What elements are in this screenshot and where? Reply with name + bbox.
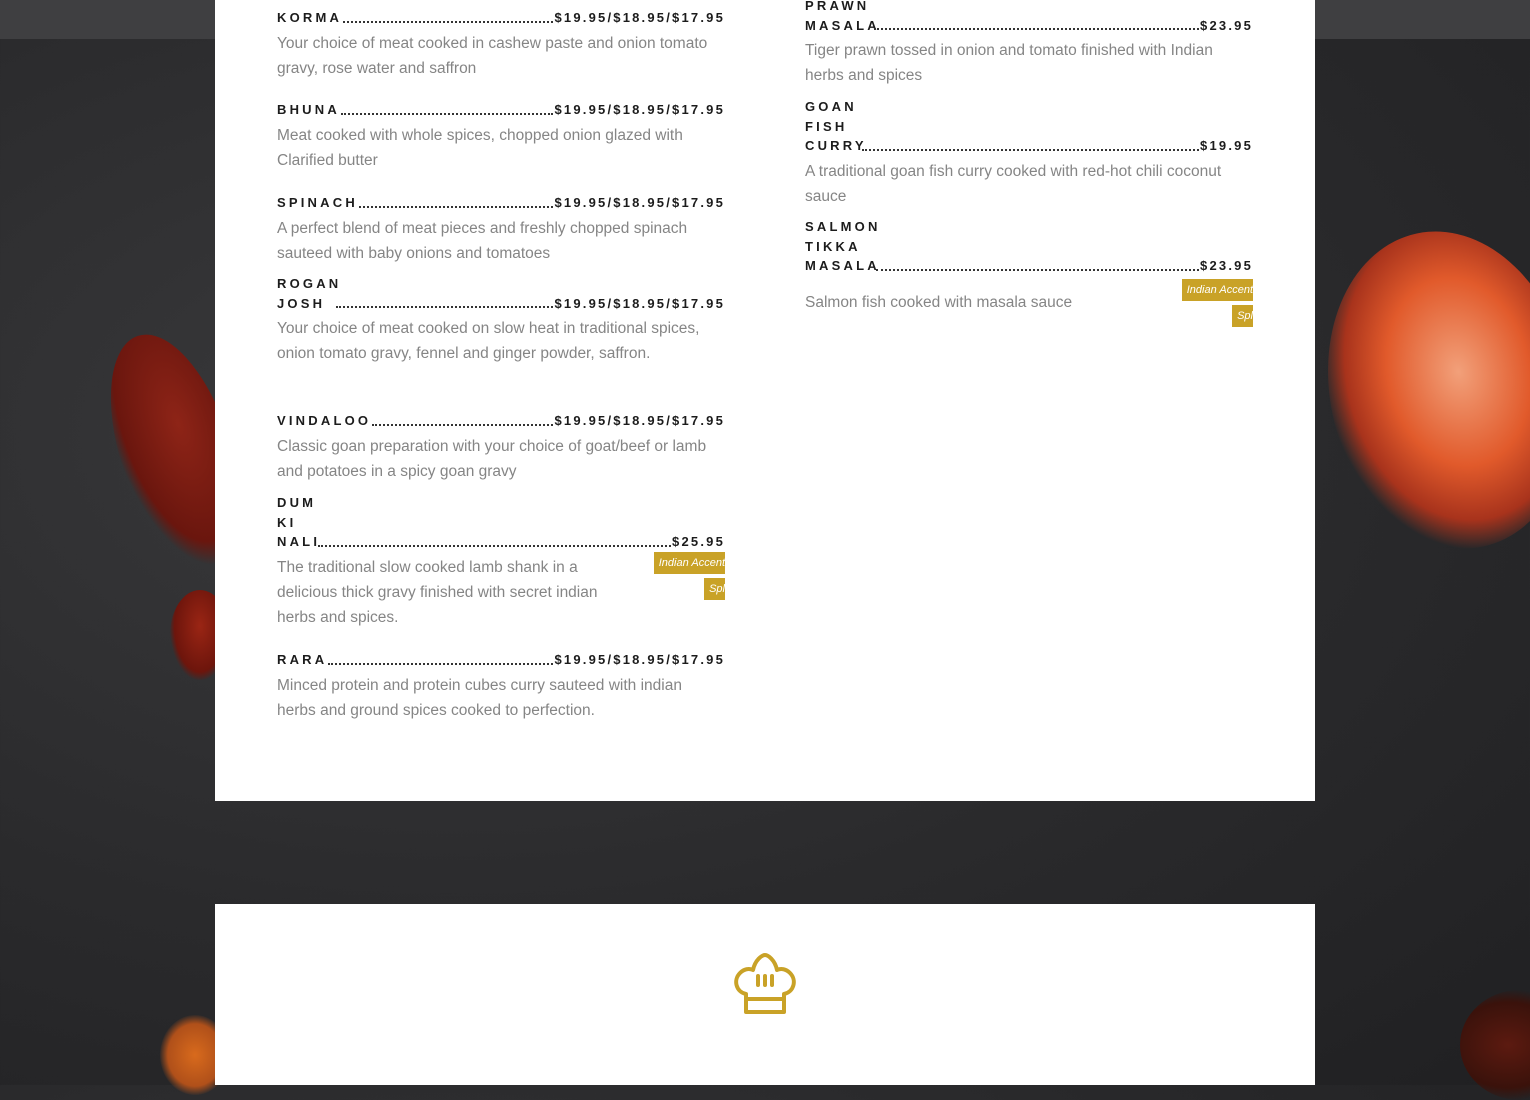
menu-item-goan-fish-curry <box>805 97 1253 209</box>
menu-item-name: SPINACH <box>277 195 358 210</box>
menu-item-rara <box>277 650 725 723</box>
menu-item-price: $23.95 <box>1200 17 1253 33</box>
badge-line: Indian Accent <box>1182 279 1253 301</box>
menu-item-name: PRAWN MASALA <box>805 0 880 33</box>
menu-item-salmon-tikka-masala <box>805 217 1253 331</box>
badge-line: Indian Accent <box>654 552 725 574</box>
menu-item-price: $25.95 <box>672 534 725 549</box>
dotted-leader <box>336 306 553 308</box>
dotted-leader <box>862 149 1199 151</box>
menu-item-description: The traditional slow cooked lamb shank in a delicious thick gravy finished with secret indian herbs and spices. <box>277 558 598 626</box>
menu-item-price: $19.95/$18.95/$17.95 <box>554 195 725 210</box>
dotted-leader <box>318 545 671 547</box>
menu-item-description: A traditional goan fish curry cooked with red-hot chili coconut sauce <box>805 162 1222 205</box>
menu-item-description: Salmon fish cooked with masala sauce <box>805 293 1073 311</box>
menu-item-price: $23.95 <box>1200 258 1253 273</box>
menu-item-prawn-masala <box>805 0 1253 88</box>
menu-panel <box>215 0 1315 801</box>
menu-item-name: KORMA <box>277 10 343 25</box>
menu-item-bhuna <box>277 100 725 173</box>
menu-item-name: GOAN FISH CURRY <box>805 99 867 153</box>
dotted-leader <box>359 206 554 208</box>
menu-item-description: Your choice of meat cooked in cashew paste and onion tomato gravy, rose water and saffron <box>277 34 708 77</box>
menu-item-name: BHUNA <box>277 102 340 117</box>
decorative-sauce-drop <box>1460 990 1530 1100</box>
menu-item-vindaloo <box>277 411 725 484</box>
menu-item-name: DUM KI NALI <box>277 495 321 549</box>
menu-item-price: $19.95 <box>1200 138 1253 153</box>
menu-item-price: $19.95/$18.95/$17.95 <box>554 10 725 25</box>
badge-line: Spl <box>704 578 725 600</box>
menu-item-description: Tiger prawn tossed in onion and tomato finished with Indian herbs and spices <box>805 42 1213 84</box>
menu-item-price: $19.95/$18.95/$17.95 <box>554 295 725 311</box>
chef-hat-icon <box>732 950 798 1016</box>
badge-line: Spl <box>1232 305 1253 327</box>
menu-item-name: SALMON TIKKA MASALA <box>805 219 881 273</box>
menu-item-description: A perfect blend of meat pieces and freshly chopped spinach sauteed with baby onions and tomatoes <box>277 219 688 262</box>
menu-item-korma <box>277 8 725 81</box>
menu-item-name: RARA <box>277 652 328 667</box>
dotted-leader <box>874 28 1199 30</box>
menu-item-description: Minced protein and protein cubes curry sauteed with indian herbs and ground spices cooked to perfection. <box>277 676 682 719</box>
menu-item-price: $19.95/$18.95/$17.95 <box>554 413 725 428</box>
dotted-leader <box>343 21 553 23</box>
special-badge <box>1182 279 1253 331</box>
menu-item-price: $19.95/$18.95/$17.95 <box>554 652 725 667</box>
dotted-leader <box>372 424 553 426</box>
dotted-leader <box>341 113 554 115</box>
menu-item-description: Classic goan preparation with your choice of goat/beef or lamb and potatoes in a spicy goan gravy <box>277 437 707 480</box>
decorative-prawn-image <box>1299 209 1530 572</box>
menu-item-rogan-josh <box>277 274 725 366</box>
menu-item-name: ROGAN JOSH <box>277 276 342 311</box>
menu-item-dum-ki-nali <box>277 493 725 630</box>
chef-section-panel <box>215 904 1315 1085</box>
dotted-leader <box>876 269 1199 271</box>
menu-item-name: VINDALOO <box>277 413 372 428</box>
dotted-leader <box>328 663 553 665</box>
special-badge <box>654 552 725 604</box>
menu-item-spinach <box>277 193 725 266</box>
menu-item-description: Your choice of meat cooked on slow heat in traditional spices, onion tomato gravy, fennel and ginger powder, saffron. <box>277 320 700 362</box>
menu-item-description: Meat cooked with whole spices, chopped onion glazed with Clarified butter <box>277 126 683 169</box>
menu-item-price: $19.95/$18.95/$17.95 <box>554 102 725 117</box>
